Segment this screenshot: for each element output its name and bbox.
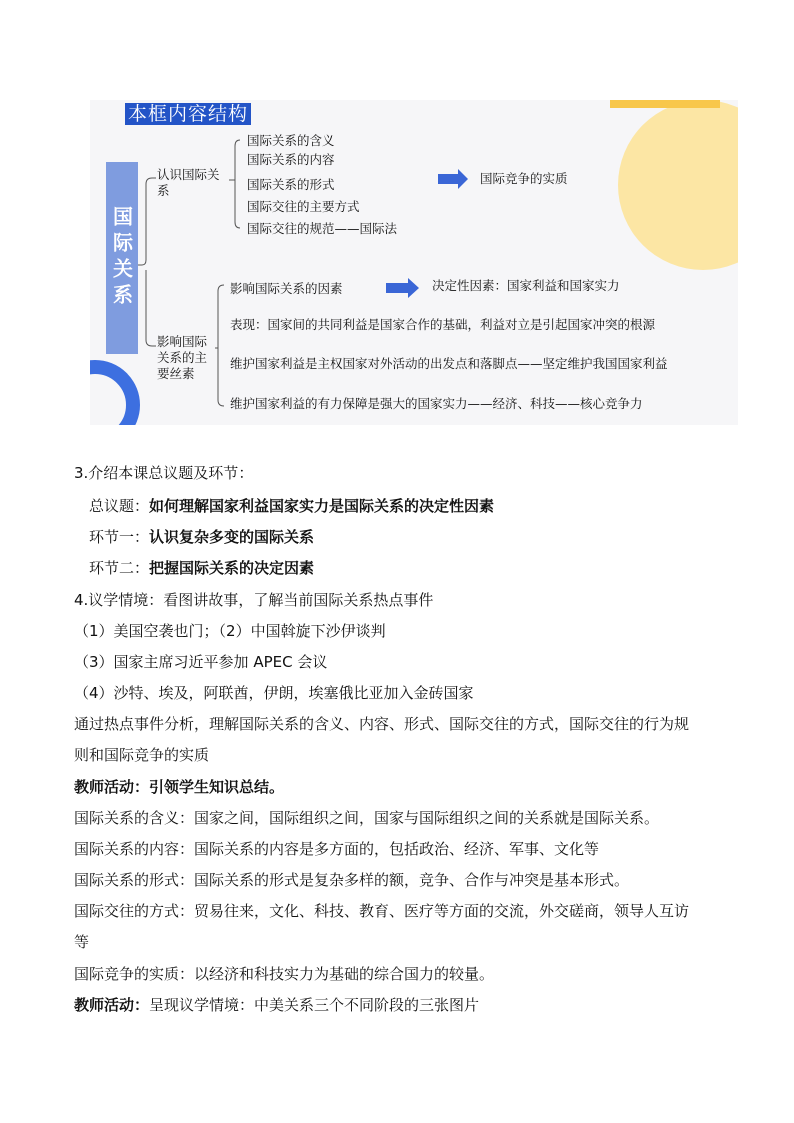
topic-text: 如何理解国家利益国家实力是国际关系的决定性因素 [149, 497, 495, 515]
definition-line: 国际交往的方式：贸易往来，文化、科技、教育、医疗等方面的交流，外交磋商，领导人互访 [74, 902, 690, 920]
teacher1-text: 引领学生知识总结。 [149, 778, 285, 796]
link-one [89, 527, 314, 547]
branch2-item: 维护国家利益是主权国家对外活动的出发点和落脚点——坚定维护我国国家利益 [230, 356, 668, 371]
main-topic-node: 国际关系 [106, 162, 138, 354]
branch1-label: 认识国际关系 [157, 167, 220, 198]
teacher1-label: 教师活动： [74, 778, 150, 796]
analysis-line: 则和国际竞争的实质 [74, 746, 210, 764]
branch1-item: 国际交往的规范——国际法 [247, 221, 398, 236]
branch2-factor: 影响国际关系的因素 [230, 281, 343, 296]
teacher2-text: 呈现议学情境：中美关系三个不同阶段的三张图片 [149, 996, 480, 1014]
link-two [89, 558, 314, 578]
branch2-factor-result: 决定性因素：国家利益和国家实力 [432, 278, 620, 293]
topic-label: 总议题： [89, 497, 150, 515]
definition-line: 国际关系的内容：国际关系的内容是多方面的，包括政治、经济、军事、文化等 [74, 840, 600, 858]
event-line: （3）国家主席习近平参加 APEC 会议 [74, 653, 328, 671]
teacher-activity-2 [74, 995, 479, 1015]
teacher2-label: 教师活动： [74, 996, 150, 1014]
link1-label: 环节一： [89, 528, 150, 546]
content-structure-diagram [90, 100, 738, 425]
event-line: （4）沙特、埃及，阿联酋，伊朗，埃塞俄比亚加入金砖国家 [74, 684, 474, 702]
definition-line: 国际竞争的实质：以经济和科技实力为基础的综合国力的较量。 [74, 965, 495, 983]
branch2-bracket [218, 285, 224, 406]
analysis-line: 通过热点事件分析，理解国际关系的含义、内容、形式、国际交往的方式，国际交往的行为规 [74, 715, 690, 733]
arrow-right-icon [386, 278, 419, 298]
event-line: （1）美国空袭也门；（2）中国斡旋下沙伊谈判 [74, 622, 386, 640]
branch2-item: 维护国家利益的有力保障是强大的国家实力——经济、科技——核心竞争力 [230, 396, 643, 411]
main-bracket-upper [138, 178, 156, 265]
overall-topic [89, 496, 494, 516]
branch1-item: 国际交往的主要方式 [247, 199, 360, 214]
diagram-title: 本框内容结构 [125, 103, 251, 125]
branch1-item: 国际关系的形式 [247, 177, 335, 192]
link2-text: 把握国际关系的决定因素 [149, 559, 315, 577]
branch1-result: 国际竞争的实质 [480, 171, 568, 186]
section3-heading: 3.介绍本课总议题及环节： [74, 464, 254, 482]
branch1-item: 国际关系的含义 [247, 133, 335, 148]
branch2-item: 表现：国家间的共同利益是国家合作的基础，利益对立是引起国家冲突的根源 [230, 317, 656, 332]
definition-line: 等 [74, 933, 90, 951]
teacher-activity-1 [74, 777, 284, 797]
definition-line: 国际关系的含义：国家之间，国际组织之间，国家与国际组织之间的关系就是国际关系。 [74, 809, 660, 827]
branch2-label: 影响国际关系的主要丝素 [157, 334, 208, 381]
section4-heading: 4.议学情境：看图讲故事，了解当前国际关系热点事件 [74, 591, 434, 609]
link2-label: 环节二： [89, 559, 150, 577]
branch1-item: 国际关系的内容 [247, 152, 335, 167]
main-bracket-lower [146, 270, 156, 346]
arrow-right-icon [438, 169, 468, 189]
definition-line: 国际关系的形式：国际关系的形式是复杂多样的额，竞争、合作与冲突是基本形式。 [74, 871, 630, 889]
link1-text: 认识复杂多变的国际关系 [149, 528, 315, 546]
branch1-bracket [235, 140, 240, 228]
